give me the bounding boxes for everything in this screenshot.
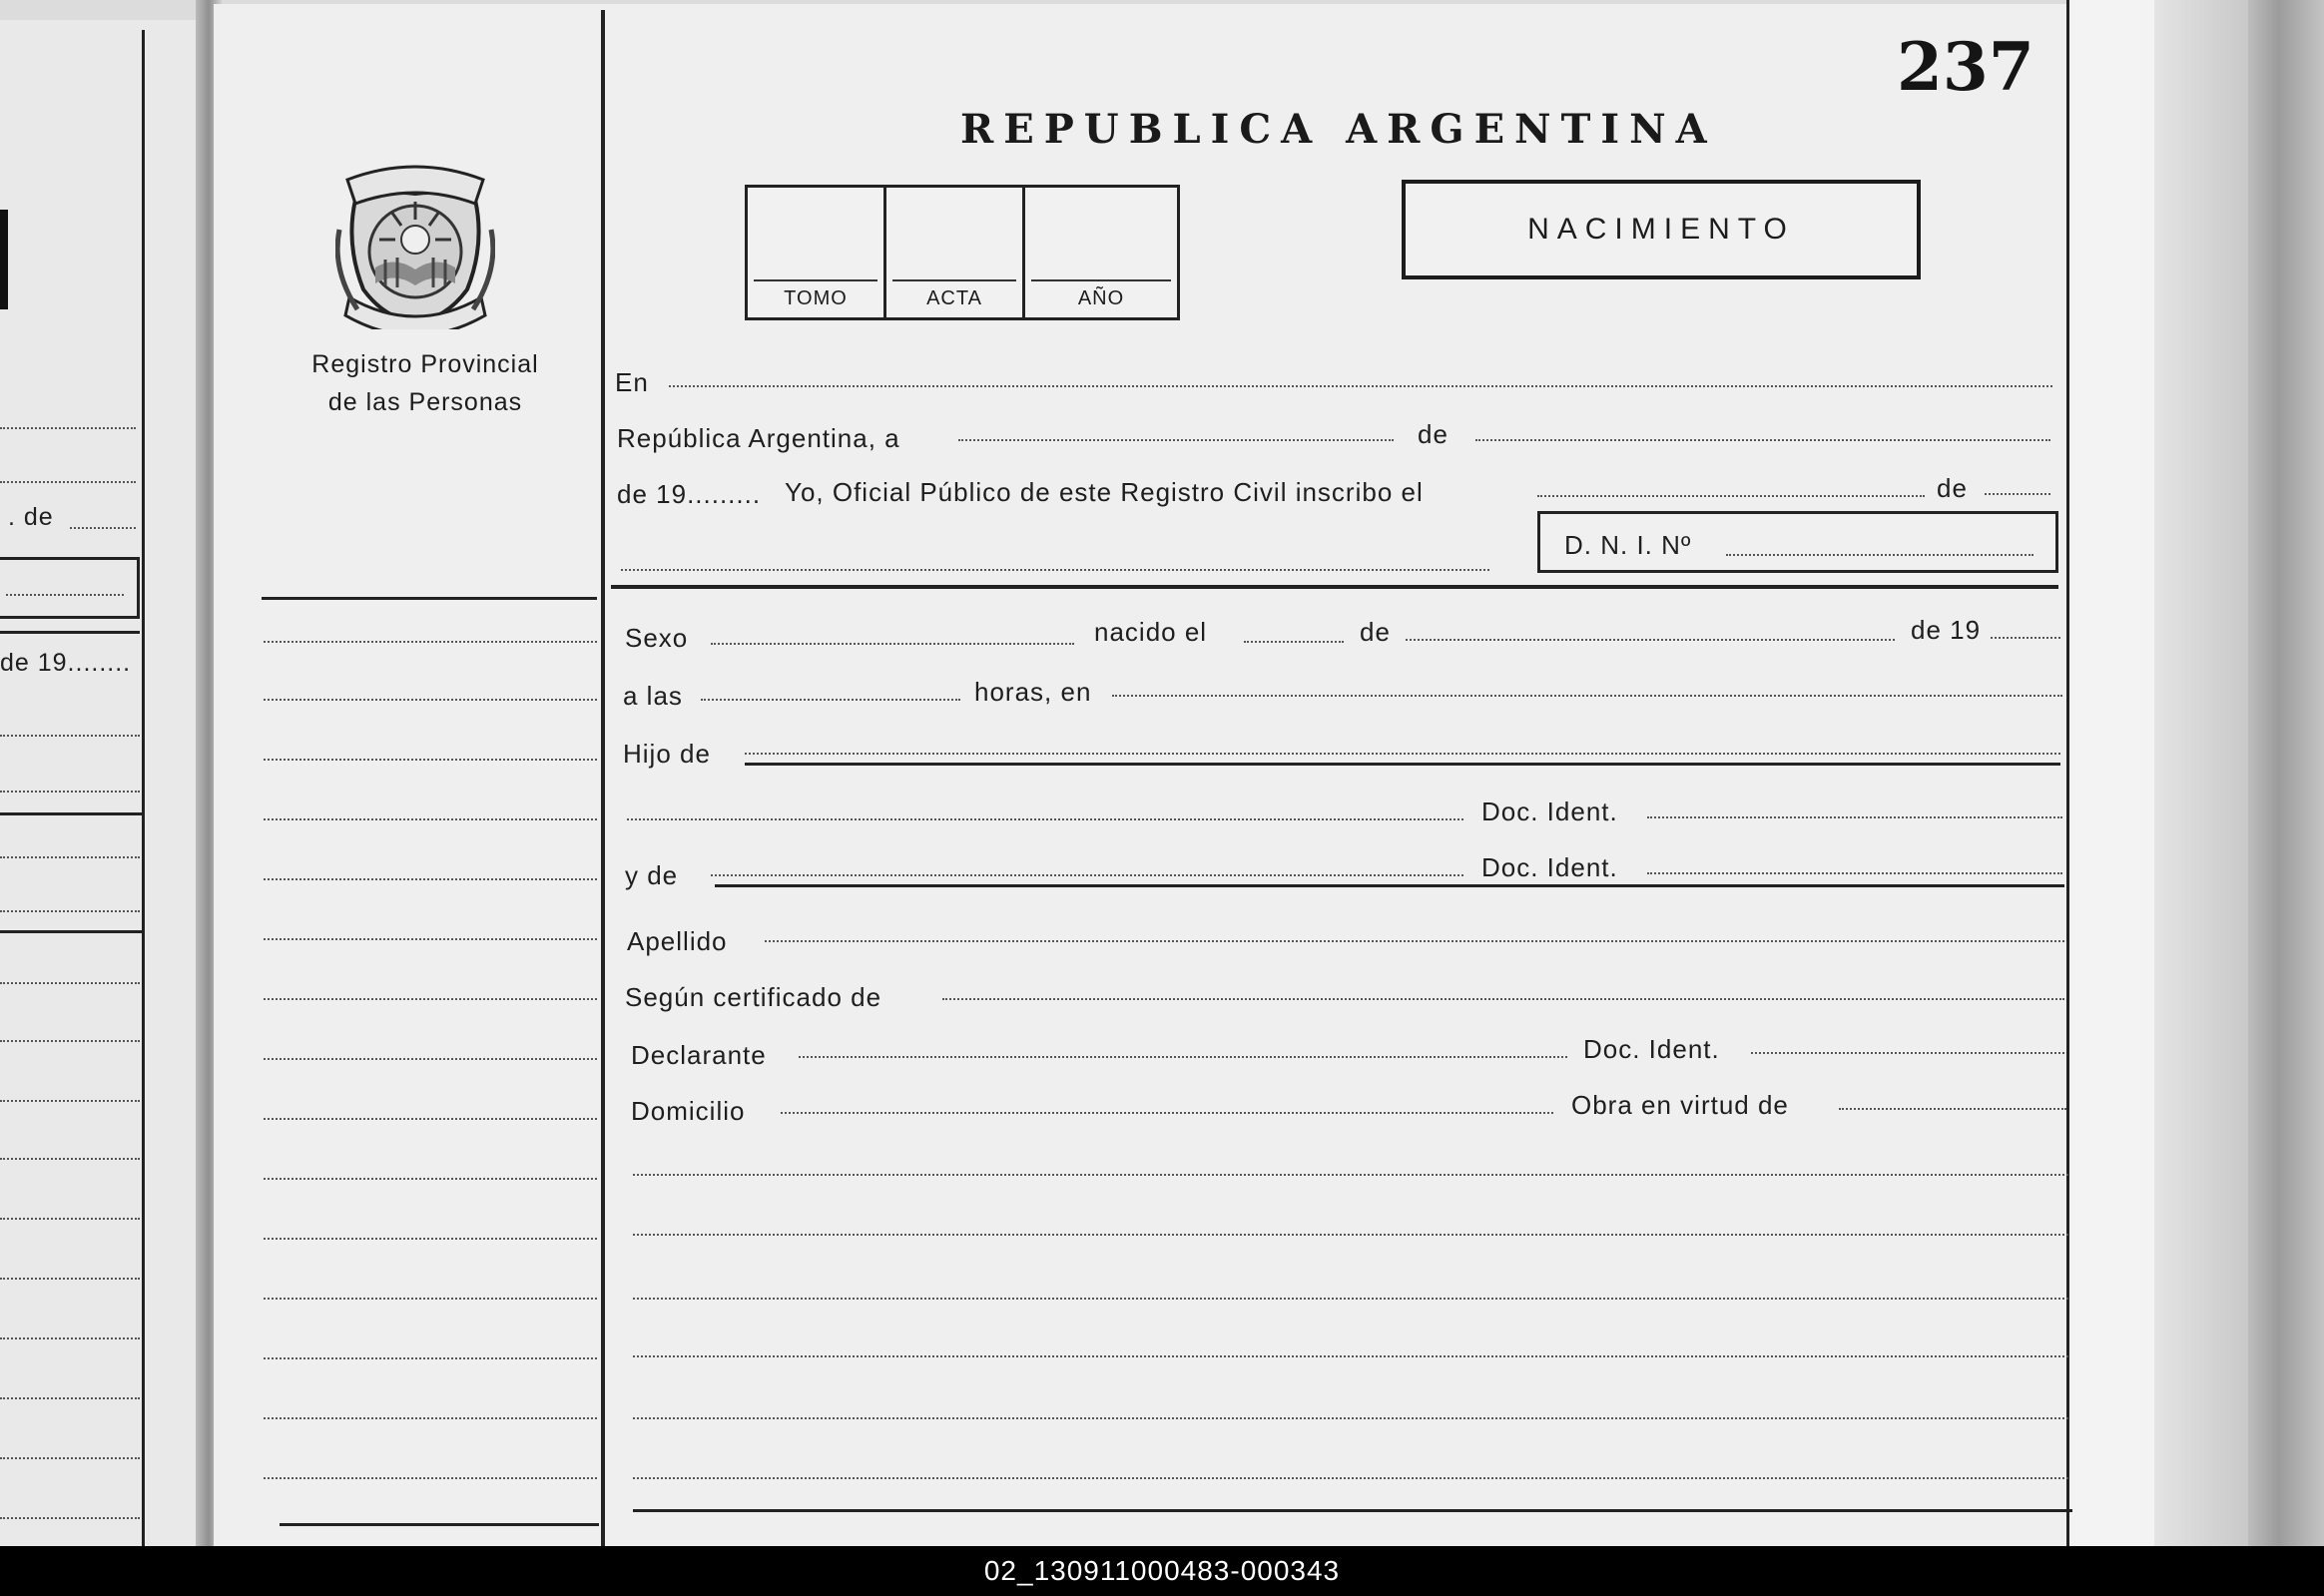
prev-dotted-line <box>0 982 140 984</box>
yo-oficial-label: Yo, Oficial Público de este Registro Civil inscribo el <box>785 477 1424 507</box>
prev-dotted-line <box>0 1158 140 1160</box>
republica-dotted-line <box>958 439 1394 441</box>
de-dotted-line-3 <box>1406 639 1895 641</box>
domicilio-label: Domicilio <box>631 1096 746 1126</box>
previous-page <box>0 20 200 1546</box>
margin-dotted-line <box>264 699 597 701</box>
tomo-cell <box>748 188 883 317</box>
margin-dotted-line <box>264 1058 597 1060</box>
margin-dotted-line <box>264 878 597 880</box>
dni-dotted-line <box>1726 554 2034 556</box>
de-label-3: de <box>1360 617 1391 647</box>
obra-virtud-dotted-line <box>1839 1108 2066 1110</box>
inscribo-dotted-line <box>1537 495 1925 497</box>
registry-line-2: de las Personas <box>327 388 523 416</box>
de19-label-1: de 19......... <box>617 479 762 509</box>
margin-dotted-line <box>264 1118 597 1120</box>
prev-de-label: . de <box>8 503 54 531</box>
provincia-de-misiones-seal-icon <box>335 160 495 329</box>
name-dotted-line <box>621 569 1489 571</box>
prev-dotted-line <box>0 427 136 429</box>
margin-dotted-line <box>264 938 597 940</box>
de-label-1: de <box>1418 419 1449 449</box>
margin-column-rule-bottom <box>280 1523 599 1526</box>
margin-column-rule-top <box>262 597 597 600</box>
margin-dotted-line <box>264 1178 597 1180</box>
margin-dotted-line <box>264 1357 597 1359</box>
prev-dotted-line <box>0 1100 140 1102</box>
prev-dotted-line <box>0 910 140 912</box>
margin-dotted-line <box>264 1298 597 1300</box>
prev-rule <box>0 812 142 815</box>
black-tab-marker <box>0 210 8 309</box>
margin-column-rule <box>601 10 605 1546</box>
prev-dotted-line <box>0 735 140 737</box>
margin-dotted-line <box>264 1238 597 1240</box>
prev-dotted-line <box>0 1397 140 1399</box>
margin-dotted-line <box>264 759 597 761</box>
hijo-de-rule <box>745 763 2060 766</box>
nacido-el-label: nacido el <box>1094 617 1208 647</box>
page-edge <box>2066 0 2156 1546</box>
declarante-dotted-line <box>799 1056 1567 1058</box>
y-de-label: y de <box>625 860 679 890</box>
prev-page-margin-rule <box>142 30 145 1546</box>
lugar-dotted-line <box>1112 695 2062 697</box>
prev-rule <box>0 930 142 933</box>
blank-dotted-line <box>633 1298 2068 1300</box>
anio-label: AÑO <box>1077 287 1125 309</box>
prev-dotted-line <box>0 1278 140 1280</box>
prev-dotted-line <box>0 481 136 483</box>
blank-dotted-line <box>633 1355 2068 1357</box>
doc-ident-label-1: Doc. Ident. <box>1481 797 1618 826</box>
nacido-dotted-line <box>1244 641 1344 643</box>
doc-ident-dotted-line-2 <box>1647 872 2062 874</box>
prev-dni-box <box>0 557 140 619</box>
margin-dotted-line <box>264 818 597 820</box>
doc-ident-dotted-line-1 <box>1647 816 2062 818</box>
prev-dotted-line <box>0 791 140 793</box>
dni-label: D. N. I. Nº <box>1564 530 1692 560</box>
de-label-2: de <box>1937 473 1968 503</box>
doc-ident-label-3: Doc. Ident. <box>1583 1034 1720 1064</box>
a-las-dotted-line <box>701 699 960 701</box>
record-type-box: NACIMIENTO <box>1402 180 1921 279</box>
form-bottom-rule <box>633 1509 2072 1512</box>
blank-dotted-line <box>633 1477 2068 1479</box>
registry-line-1: Registro Provincial <box>311 350 539 378</box>
segun-certificado-label: Según certificado de <box>625 982 882 1012</box>
anio-cell <box>1025 188 1177 317</box>
blank-dotted-line <box>633 1174 2068 1176</box>
en-dotted-line <box>669 385 2052 387</box>
scan-id-footer: 02_130911000483-000343 <box>0 1546 2324 1596</box>
certificado-dotted-line <box>942 998 2064 1000</box>
doc-ident-label-2: Doc. Ident. <box>1481 852 1618 882</box>
doc-ident-dotted-line-3 <box>1751 1052 2064 1054</box>
acta-cell <box>886 188 1022 317</box>
prev-dotted-line <box>0 1337 140 1339</box>
de-dotted-line-1 <box>1475 439 2050 441</box>
prev-rule <box>0 631 140 634</box>
margin-dotted-line <box>264 1477 597 1479</box>
horas-en-label: horas, en <box>974 677 1092 707</box>
acta-line <box>892 279 1016 281</box>
y-de-dotted-line <box>711 874 1463 876</box>
tomo-line <box>754 279 877 281</box>
dni-box <box>1537 511 2058 573</box>
republica-label: República Argentina, a <box>617 423 900 453</box>
country-title: REPUBLICA ARGENTINA <box>960 106 1717 153</box>
tomo-label: TOMO <box>784 287 848 309</box>
sexo-dotted-line <box>711 643 1074 645</box>
y-de-rule <box>715 884 2064 887</box>
book-cover-edge <box>2248 0 2324 1546</box>
registry-name <box>295 345 555 421</box>
apellido-label: Apellido <box>627 926 728 956</box>
tomo-acta-anio-box <box>745 185 1180 320</box>
page-number: 237 <box>1897 28 2034 106</box>
anio-line <box>1031 279 1171 281</box>
acta-label: ACTA <box>926 287 982 309</box>
prev-dotted-line <box>0 856 140 858</box>
a-las-label: a las <box>623 681 683 711</box>
hijo-de-dotted-line <box>745 753 2060 755</box>
blank-dotted-line <box>633 1417 2068 1419</box>
prev-dotted-line <box>0 1457 140 1459</box>
de19-label-2: de 19 <box>1911 615 1982 645</box>
obra-virtud-label: Obra en virtud de <box>1571 1090 1789 1120</box>
margin-dotted-line <box>264 1417 597 1419</box>
prev-dotted-line <box>0 1218 140 1220</box>
prev-dotted-line <box>0 1517 140 1519</box>
margin-dotted-line <box>264 641 597 643</box>
declarante-label: Declarante <box>631 1040 767 1070</box>
prev-dotted-line <box>0 1040 140 1042</box>
sexo-label: Sexo <box>625 623 689 653</box>
page-stack-edge <box>2154 0 2250 1546</box>
domicilio-dotted-line <box>781 1112 1553 1114</box>
apellido-dotted-line <box>765 940 2064 942</box>
de-dotted-line-2 <box>1985 493 2050 495</box>
hijo-de-label: Hijo de <box>623 739 711 769</box>
margin-dotted-line <box>264 998 597 1000</box>
en-label: En <box>615 367 649 397</box>
father-dotted-line <box>627 818 1463 820</box>
prev-dotted-line <box>6 594 124 596</box>
prev-de19-label: de 19........ <box>0 649 132 677</box>
section-rule <box>611 585 2058 589</box>
prev-dotted-line <box>70 527 136 529</box>
de19-dotted-line <box>1991 637 2060 639</box>
blank-dotted-line <box>633 1234 2068 1236</box>
